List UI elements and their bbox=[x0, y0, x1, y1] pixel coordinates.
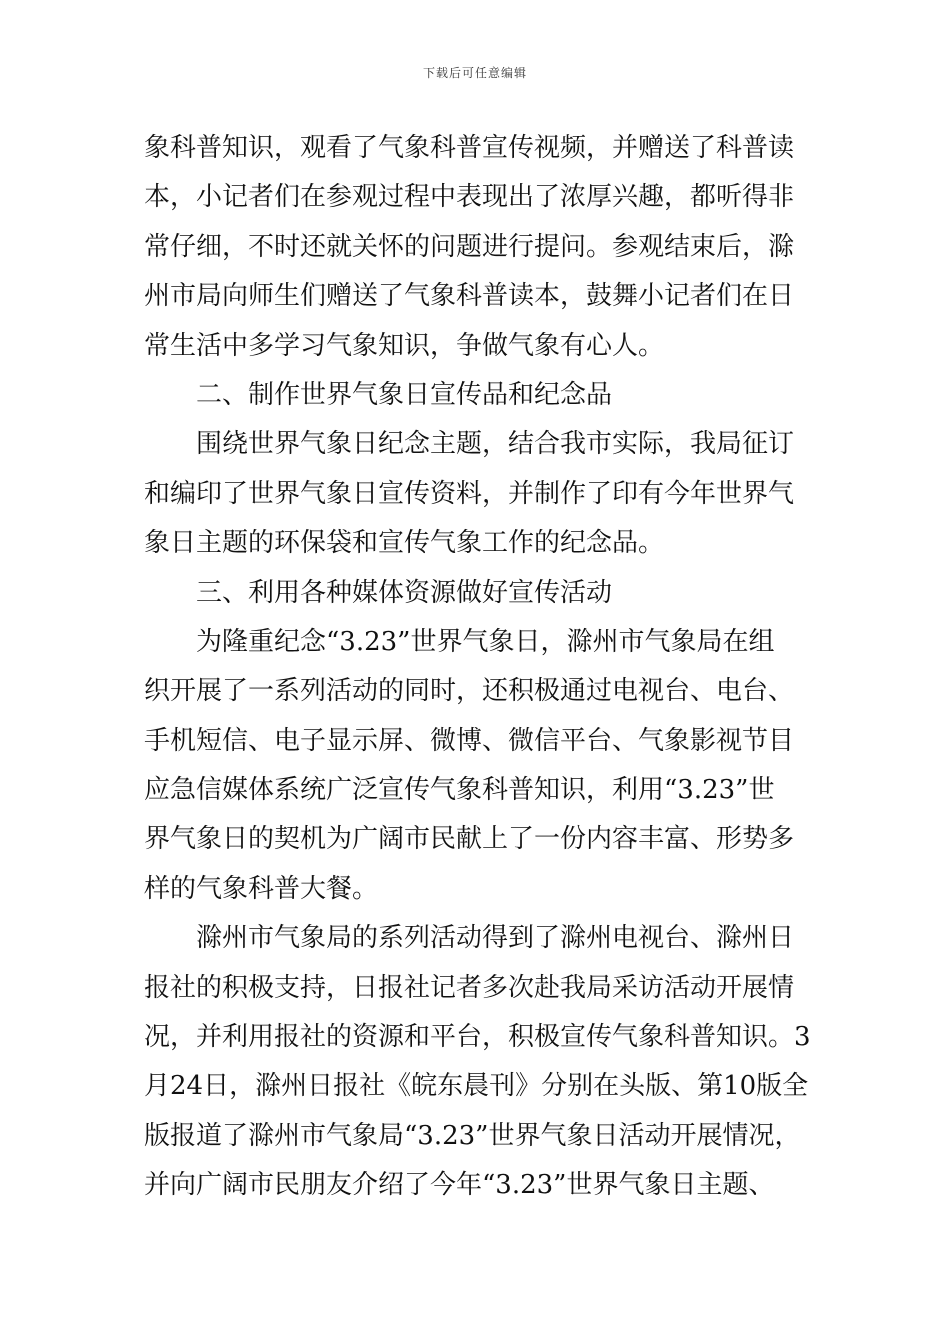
section-heading: 二、制作世界气象日宣传品和纪念品 bbox=[196, 379, 613, 410]
text-line: 月24日，滁州日报社《皖东晨刊》分别在头版、第10版全 bbox=[144, 1071, 809, 1102]
text-line: 样的气象科普大餐。 bbox=[144, 873, 379, 904]
text-line: 为隆重纪念“3.23”世界气象日，滁州市气象局在组 bbox=[196, 626, 775, 657]
text-line: 常仔细，不时还就关怀的问题进行提问。参观结束后，滁 bbox=[144, 231, 795, 262]
text-line: 版报道了滁州市气象局“3.23”世界气象日活动开展情况， bbox=[144, 1120, 801, 1151]
document-body bbox=[144, 124, 824, 1211]
text-line: 象日主题的环保袋和宣传气象工作的纪念品。 bbox=[144, 528, 665, 559]
text-line: 应急信媒体系统广泛宣传气象科普知识，利用“3.23”世 bbox=[144, 775, 775, 806]
text-line: 手机短信、电子显示屏、微博、微信平台、气象影视节目 bbox=[144, 725, 795, 756]
text-line: 州市局向师生们赠送了气象科普读本，鼓舞小记者们在日 bbox=[144, 281, 795, 312]
text-line: 本，小记者们在参观过程中表现出了浓厚兴趣，都听得非 bbox=[144, 182, 795, 213]
text-line: 并向广阔市民朋友介绍了今年“3.23”世界气象日主题、 bbox=[144, 1170, 775, 1201]
text-line: 报社的积极支持，日报社记者多次赴我局采访活动开展情 bbox=[144, 972, 795, 1003]
text-line: 况，并利用报社的资源和平台，积极宣传气象科普知识。3 bbox=[144, 1022, 811, 1053]
text-line: 象科普知识，观看了气象科普宣传视频，并赠送了科普读 bbox=[144, 133, 795, 163]
text-line: 滁州市气象局的系列活动得到了滁州电视台、滁州日 bbox=[196, 923, 795, 954]
text-line: 织开展了一系列活动的同时，还积极通过电视台、电台、 bbox=[144, 676, 795, 707]
text-line: 常生活中多学习气象知识，争做气象有心人。 bbox=[144, 330, 665, 361]
section-heading: 三、利用各种媒体资源做好宣传活动 bbox=[196, 577, 613, 608]
text-line: 界气象日的契机为广阔市民献上了一份内容丰富、形势多 bbox=[144, 824, 795, 855]
text-line: 和编印了世界气象日宣传资料，并制作了印有今年世界气 bbox=[144, 478, 795, 509]
text-line: 围绕世界气象日纪念主题，结合我市实际，我局征订 bbox=[196, 429, 795, 460]
page-header: 下载后可任意编辑 bbox=[422, 66, 527, 80]
